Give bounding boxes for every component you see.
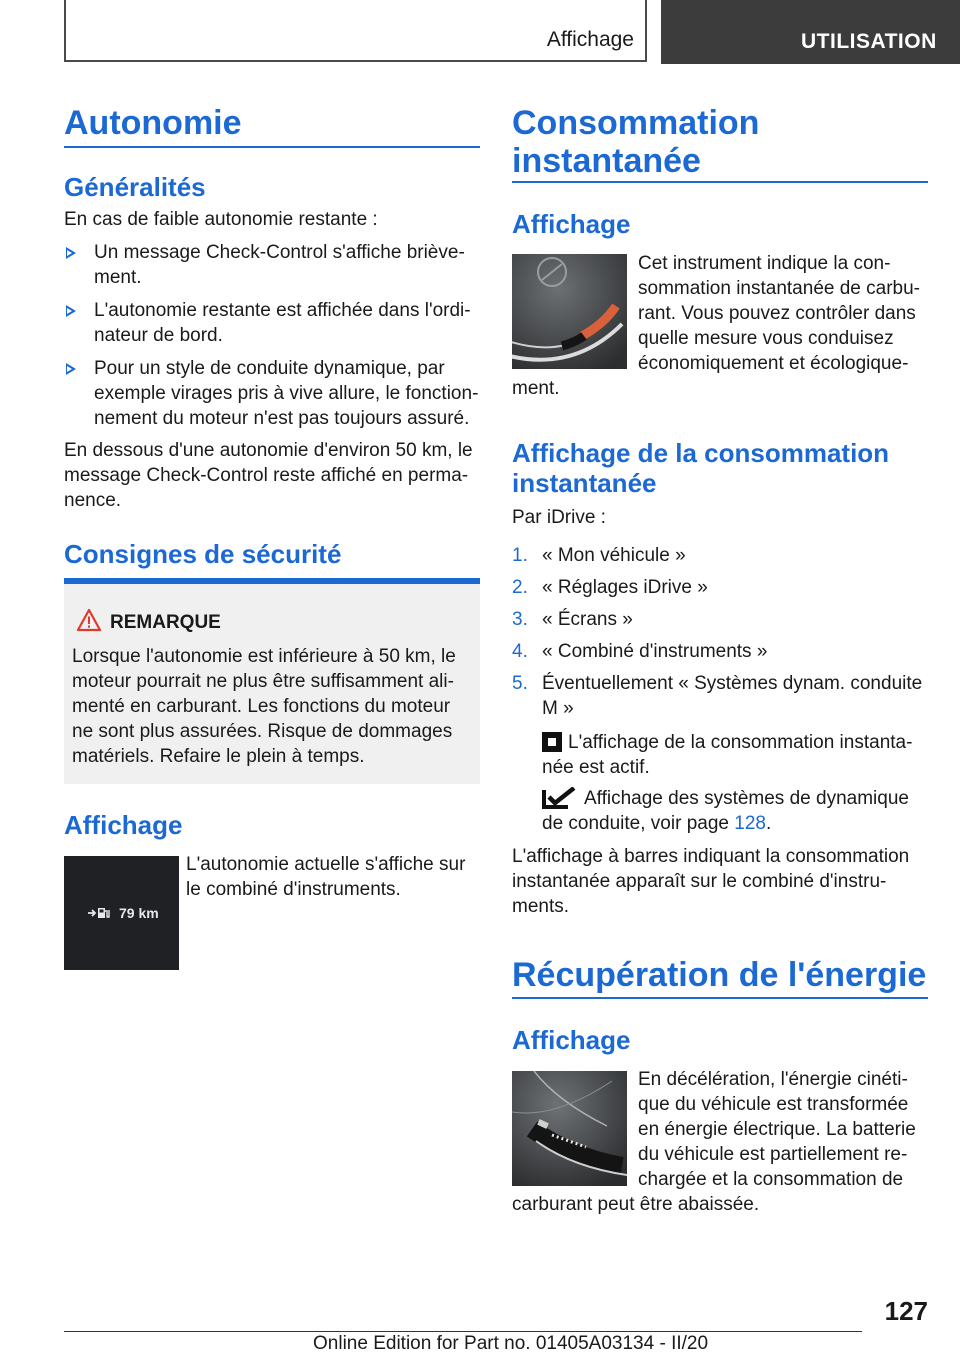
heading-affichage-recup: Affichage [512,1025,631,1055]
range-display-image [64,856,179,970]
affichage-autonomie-text: L'autonomie actuelle s'affiche sur le combiné d'instruments. [186,854,466,900]
heading-affichage-conso-instant-line1: Affichage de la consommation [512,438,890,468]
triangle-bullet-icon [66,247,76,259]
bullet-list [64,240,480,439]
consumption-gauge-image [512,254,627,369]
warning-triangle-icon [76,608,102,632]
heading-generalites: Généralités [64,172,206,202]
option-active [542,730,928,780]
list-item: 4. « Combiné d'instruments » [512,641,768,662]
recuperation-text: En décélération, l'énergie cinéti-que du véhicule est transformée en énergie électrique. La batterie du véhicule est partiellement re-chargée et la consommation de [638,1069,916,1190]
warning-box [64,578,480,784]
consumption-gauge-icon [512,254,627,369]
heading-consignes-securite: Consignes de sécurité [64,539,342,569]
list-item: 5. Éventuellement « Systèmes dynam. conduite M » [512,673,923,719]
recuperation-text-end: carburant peut être abaissée. [512,1194,760,1215]
triangle-bullet-icon [66,305,76,317]
page-title-recuperation: Récupération de l'énergie [512,956,927,994]
option-active-text: L'affichage de la consommation instanta-née est actif. [542,732,913,778]
heading-affichage-conso: Affichage [512,209,631,239]
barres-paragraph: L'affichage à barres indiquant la consommation instantanée apparaît sur le combiné d'instru-ments. [512,846,910,917]
recuperation-gauge-image [512,1071,627,1186]
page-link-128[interactable]: 128 [734,813,766,834]
warning-text: Lorsque l'autonomie est inférieure à 50 km, le moteur pourrait ne plus être suffisamment ali-menté en carburant. Les fonctions du moteur ne sont plus assurées. Risque de dommages matériels. Refaire le plein à temps. [72,646,456,767]
title-rule [64,146,480,148]
affichage-conso-text-end: ment. [512,378,560,399]
option-dynamique [542,786,928,836]
affichage-conso-text: Cet instrument indique la con-sommation instantanée de carbu-rant. Vous pouvez contrôler dans quelle mesure vous conduisez économiquement et écologique- [638,253,920,374]
title-rule [512,181,928,183]
page-title-consommation-line1: Consommation [512,104,760,142]
idrive-intro: Par iDrive : [512,507,606,528]
recuperation-gauge-icon [512,1071,627,1186]
page-title-autonomie: Autonomie [64,104,242,142]
list-item: 1. « Mon véhicule » [512,545,686,566]
header-section: Affichage [546,28,634,51]
idrive-steps-list [512,543,928,728]
list-item: 2. « Réglages iDrive » [512,577,708,598]
list-item: Pour un style de conduite dynamique, par exemple virages pris à vive allure, le fonction-nement du moteur n'est pas toujours assuré. [64,356,480,431]
heading-affichage-conso-instant-line2: instantanée [512,468,657,498]
page-title-consommation-line2: instantanée [512,142,701,180]
option-dynamique-text: Affichage des systèmes de dynamique de conduite, voir page 128. [542,788,909,834]
heading-affichage-autonomie: Affichage [64,810,183,840]
footer-edition: Online Edition for Part no. 01405A03134 - II/20 [313,1333,709,1354]
header-chapter: UTILISATION [801,30,937,53]
warning-title: REMARQUE [110,612,221,633]
intro-text: En cas de faible autonomie restante : [64,209,378,230]
range-value: 79 km [119,905,159,921]
fuel-pump-arrow-icon [88,906,112,920]
checkmark-box-icon [542,787,576,809]
list-item: L'autonomie restante est affichée dans l'ordi-nateur de bord. [64,298,480,348]
list-item: 3. « Écrans » [512,609,633,630]
autonomie-paragraph: En dessous d'une autonomie d'environ 50 km, le message Check-Control reste affiché en perma-nence. [64,440,473,511]
page-number: 127 [884,1296,928,1326]
title-rule [512,997,928,999]
list-item: Un message Check-Control s'affiche briève-ment. [64,240,480,290]
triangle-bullet-icon [66,363,76,375]
header-chapter-tab [661,0,960,64]
footer-rule [64,1331,862,1332]
checkbox-filled-icon [542,732,562,752]
